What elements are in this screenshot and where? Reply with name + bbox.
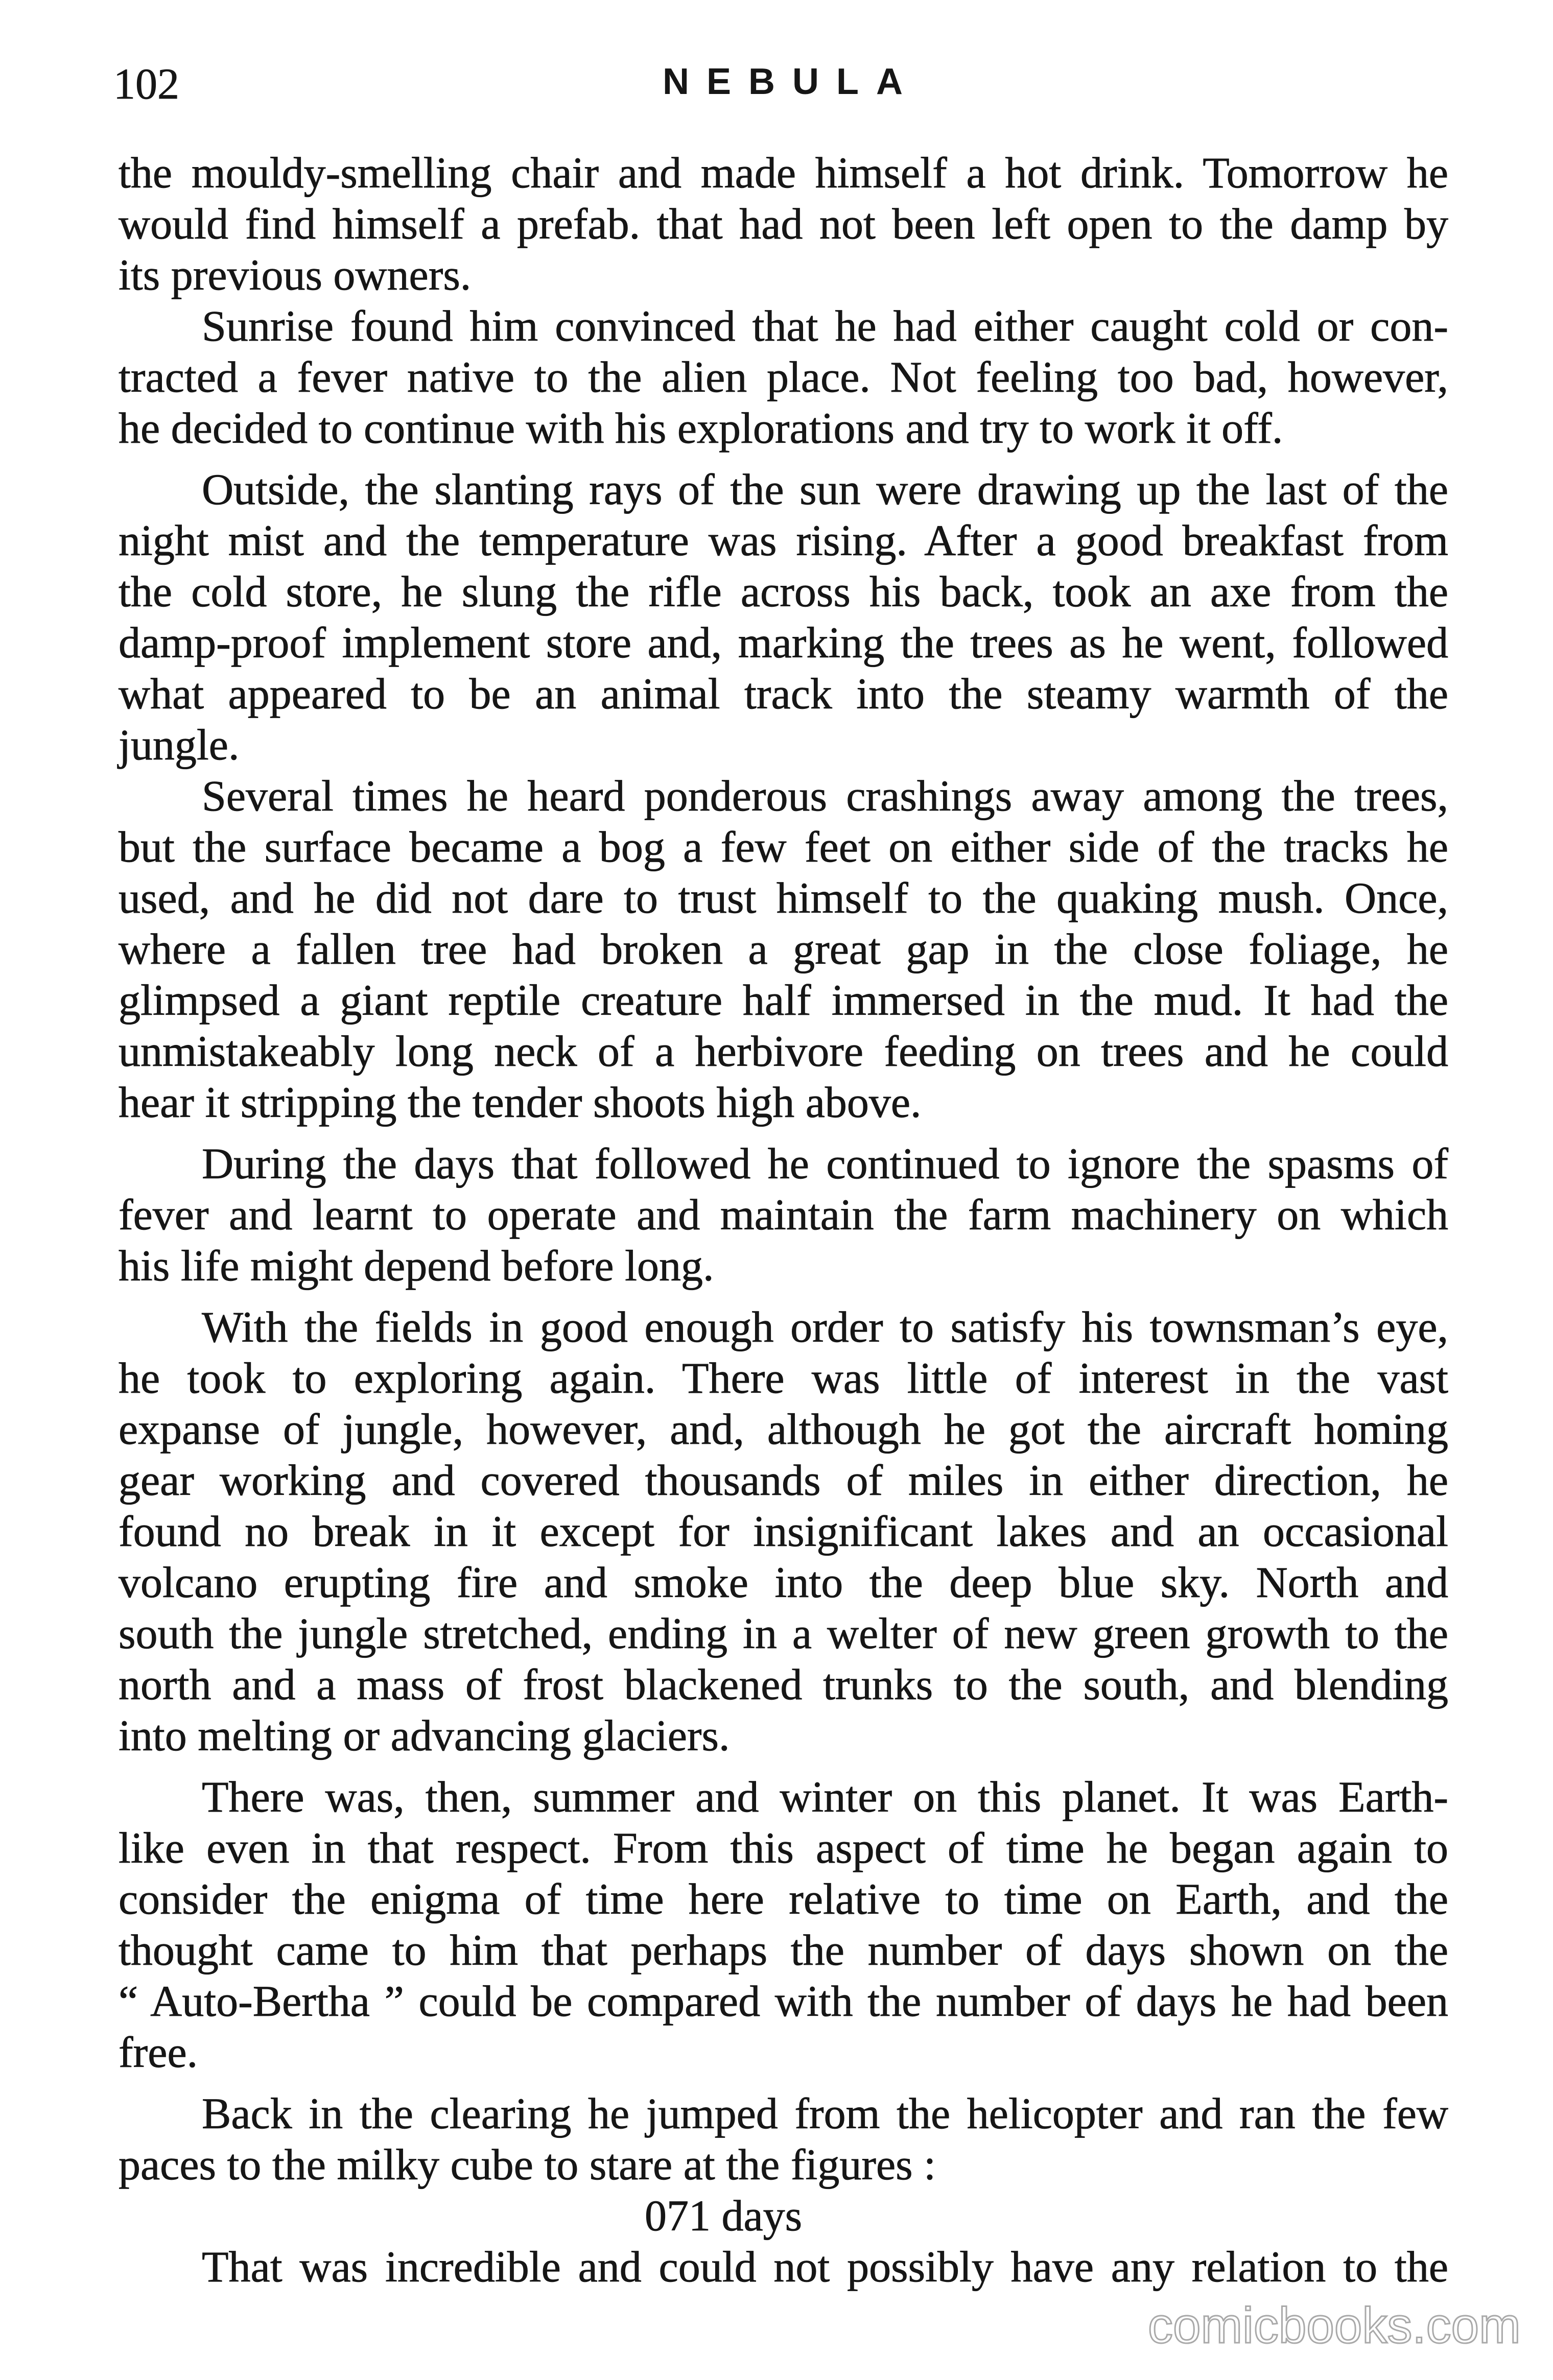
text-line: he decided to continue with his explorations and try to work it off. xyxy=(119,403,1283,453)
text-line: jungle. xyxy=(119,720,240,769)
text-line: night mist and the temperature was rising. After a good breakfast from xyxy=(119,516,1448,565)
text-line: During the days that followed he continued to ignore the spasms of xyxy=(202,1139,1448,1188)
running-head: NEBULA xyxy=(663,61,920,102)
body-text xyxy=(119,147,1448,2292)
text-line: volcano erupting fire and smoke into the deep blue sky. North and xyxy=(119,1558,1448,1607)
paragraph xyxy=(119,1301,1448,1761)
text-line: but the surface became a bog a few feet on either side of the tracks he xyxy=(119,822,1448,871)
text-line: into melting or advancing glaciers. xyxy=(119,1711,730,1760)
text-line: fever and learnt to operate and maintain the farm machinery on which xyxy=(119,1190,1448,1239)
text-line: thought came to him that perhaps the number of days shown on the xyxy=(119,1925,1448,1974)
text-line: glimpsed a giant reptile creature half immersed in the mud. It had the xyxy=(119,975,1448,1025)
text-line: its previous owners. xyxy=(119,250,472,299)
text-line: unmistakeably long neck of a herbivore feeding on trees and he could xyxy=(119,1027,1448,1076)
paragraph xyxy=(119,300,1448,454)
paragraph xyxy=(119,147,1448,300)
text-line: his life might depend before long. xyxy=(119,1241,714,1290)
text-line: south the jungle stretched, ending in a welter of new green growth to the xyxy=(119,1609,1448,1658)
paragraph xyxy=(119,2190,1448,2241)
text-line: tracted a fever native to the alien place. Not feeling too bad, however, xyxy=(119,352,1448,401)
text-line: paces to the milky cube to stare at the figures : xyxy=(119,2140,936,2189)
text-line: found no break in it except for insignificant lakes and an occasional xyxy=(119,1507,1448,1556)
text-line: the cold store, he slung the rifle across his back, took an axe from the xyxy=(119,567,1448,616)
paragraph xyxy=(119,770,1448,1128)
text-line: There was, then, summer and winter on this planet. It was Earth- xyxy=(202,1772,1448,1821)
text-line: the mouldy-smelling chair and made himself a hot drink. Tomorrow he xyxy=(119,148,1448,197)
text-line: free. xyxy=(119,2028,198,2077)
paragraph xyxy=(119,1138,1448,1291)
text-line: Outside, the slanting rays of the sun were drawing up the last of the xyxy=(202,465,1448,514)
text-line: would find himself a prefab. that had not been left open to the damp by xyxy=(119,199,1448,248)
text-line: used, and he did not dare to trust himself to the quaking mush. Once, xyxy=(119,873,1448,922)
paragraph xyxy=(119,464,1448,770)
text-line: north and a mass of frost blackened trunks to the south, and blending xyxy=(119,1660,1448,1709)
text-line: Sunrise found him convinced that he had either caught cold or con- xyxy=(202,301,1448,350)
page-number: 102 xyxy=(113,59,179,108)
text-line: gear working and covered thousands of miles in either direction, he xyxy=(119,1456,1448,1505)
text-line: hear it stripping the tender shoots high above. xyxy=(119,1078,922,1127)
text-line: “ Auto-Bertha ” could be compared with the number of days he had been xyxy=(119,1977,1448,2026)
text-line: what appeared to be an animal track into the steamy warmth of the xyxy=(119,669,1448,718)
text-line: That was incredible and could not possibly have any relation to the xyxy=(202,2242,1448,2291)
paragraph xyxy=(119,1771,1448,2078)
text-line: Several times he heard ponderous crashings away among the trees, xyxy=(202,771,1448,820)
text-line: consider the enigma of time here relative to time on Earth, and the xyxy=(119,1874,1448,1923)
text-line: like even in that respect. From this aspect of time he began again to xyxy=(119,1823,1448,1872)
text-line: damp-proof implement store and, marking the trees as he went, followed xyxy=(119,618,1448,667)
text-line: expanse of jungle, however, and, although he got the aircraft homing xyxy=(119,1405,1448,1454)
text-line: Back in the clearing he jumped from the helicopter and ran the few xyxy=(202,2089,1448,2138)
paragraph xyxy=(119,2088,1448,2190)
day-count-line: 071 days xyxy=(645,2191,803,2240)
watermark: comicbooks.com xyxy=(1148,2297,1521,2353)
text-line: where a fallen tree had broken a great gap in the close foliage, he xyxy=(119,924,1448,973)
paragraph xyxy=(119,2241,1448,2292)
text-line: With the fields in good enough order to satisfy his townsman’s eye, xyxy=(202,1302,1448,1351)
text-line: he took to exploring again. There was little of interest in the vast xyxy=(119,1353,1448,1402)
